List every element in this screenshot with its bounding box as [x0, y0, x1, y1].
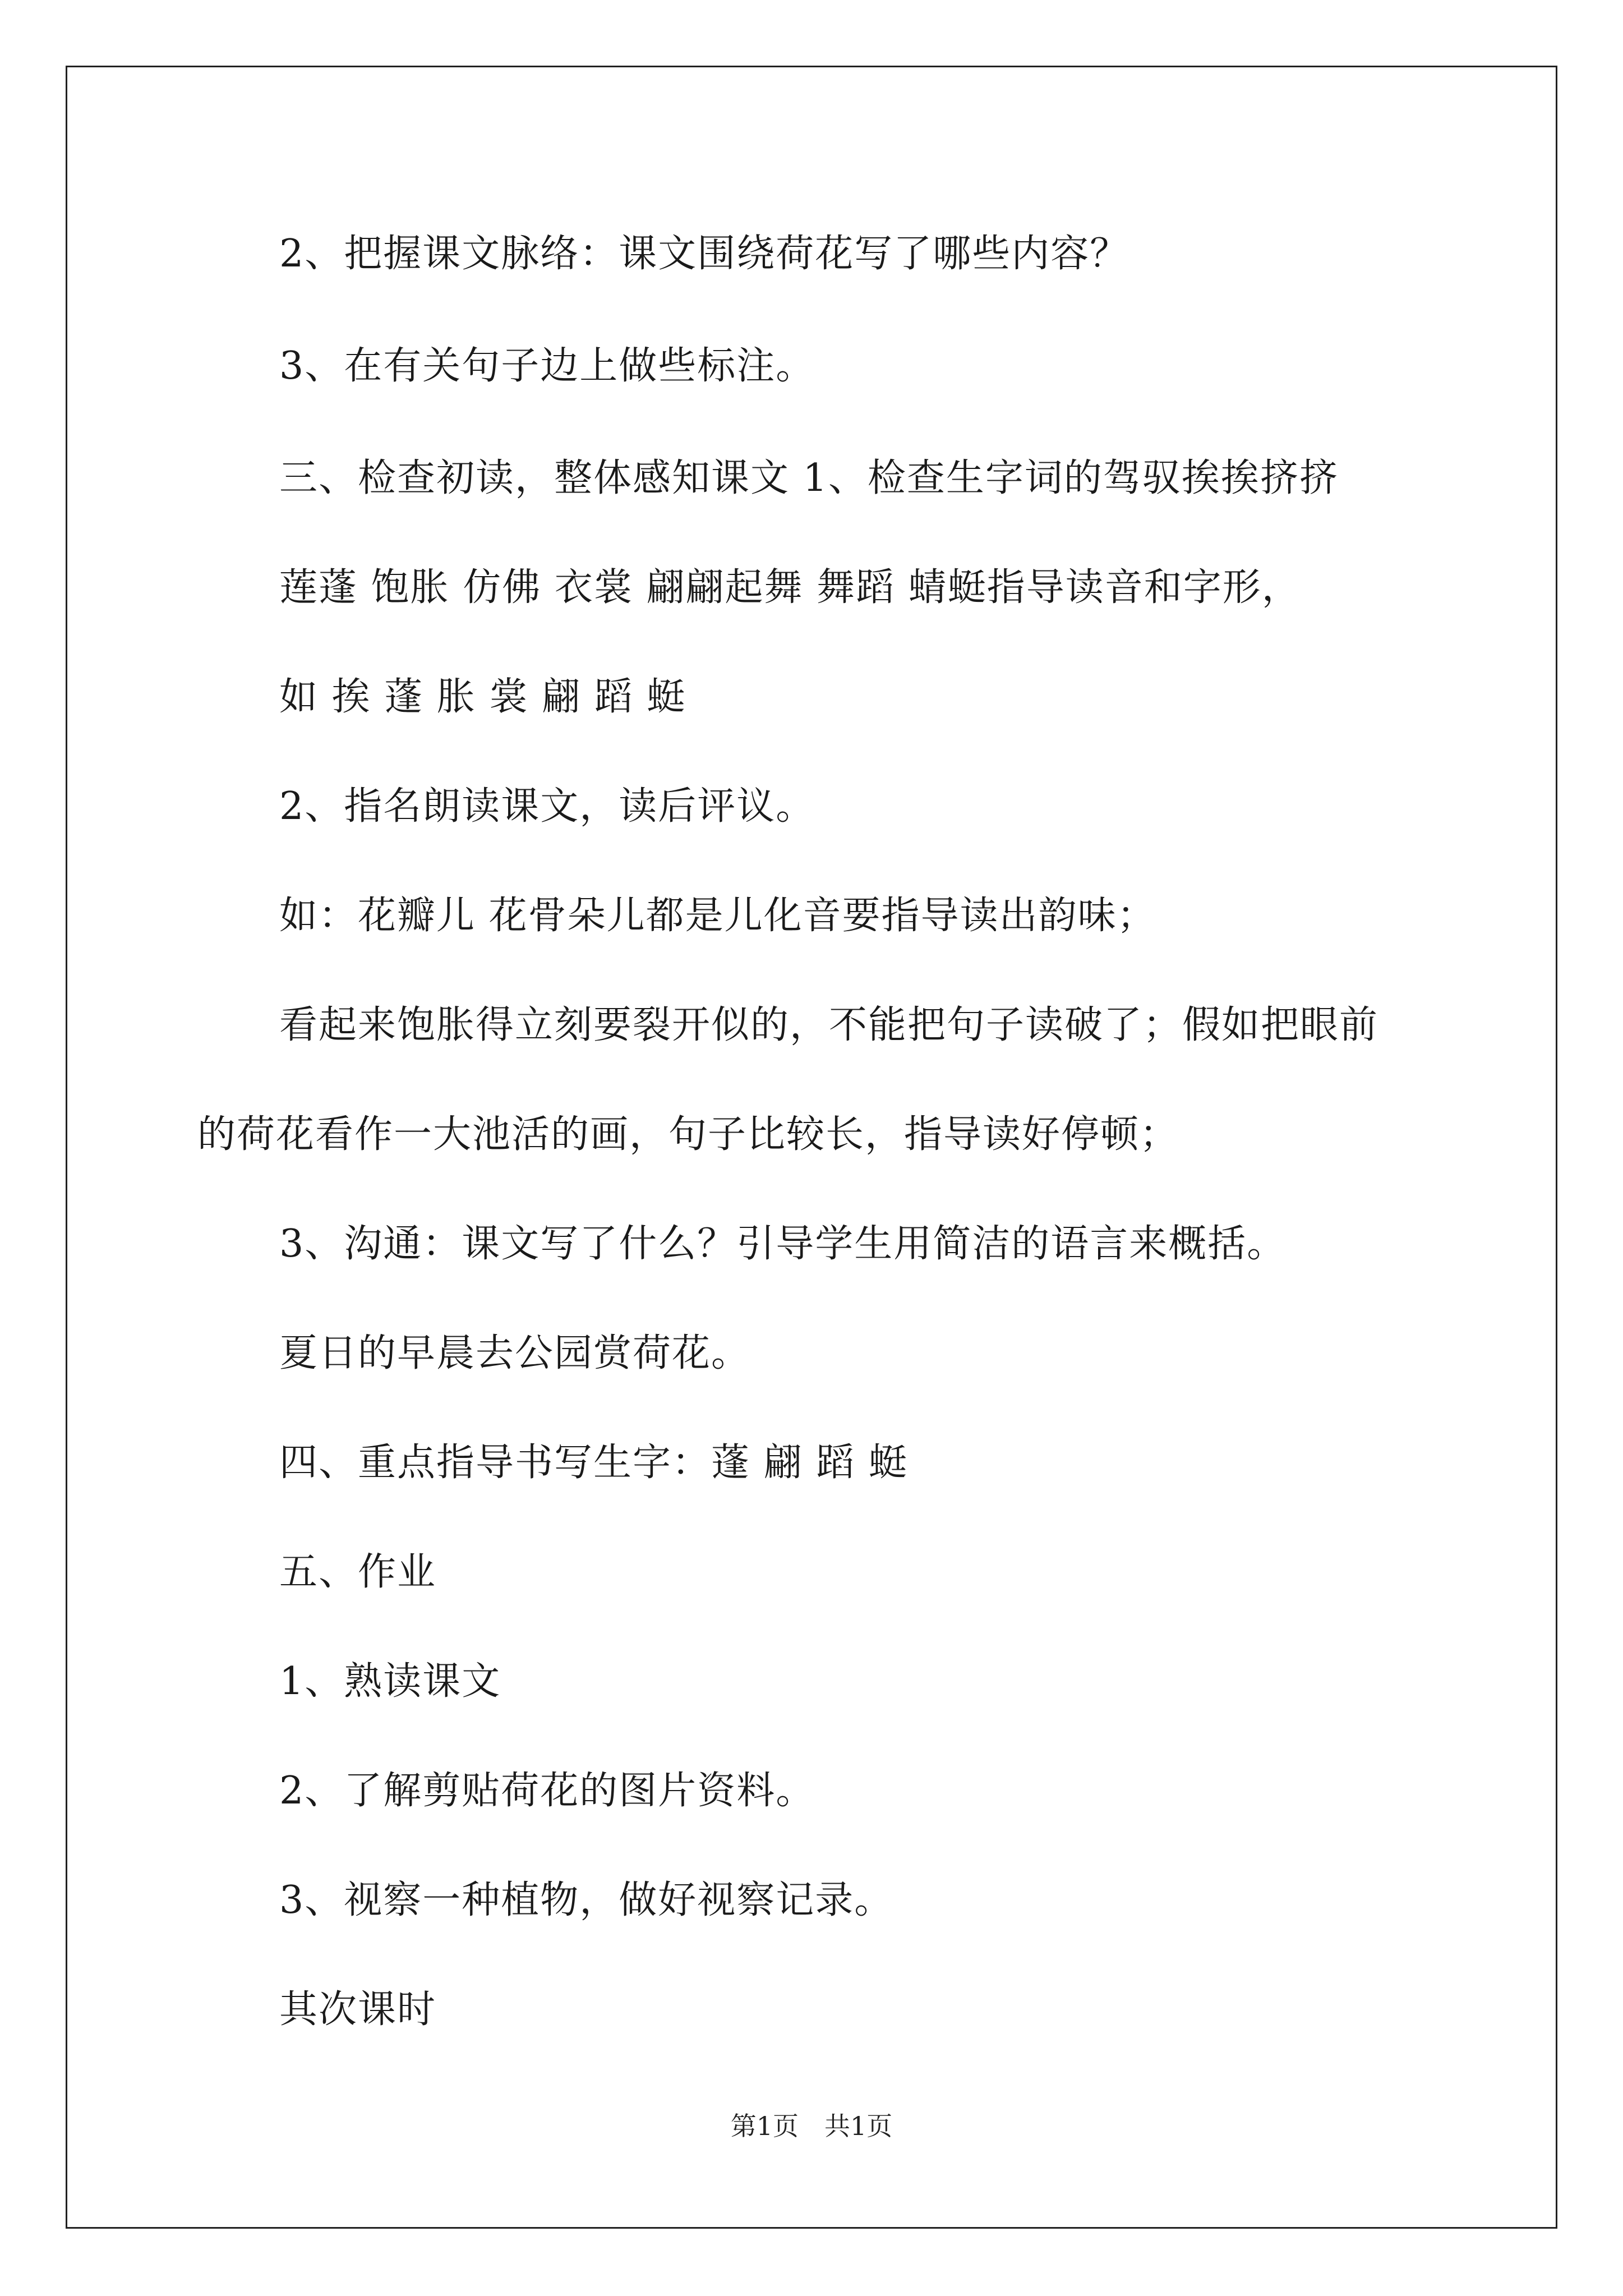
paragraph-text: 如：花瓣儿 花骨朵儿都是儿化音要指导读出韵味； — [279, 894, 1156, 938]
paragraph-text: 3、在有关句子边上做些标注。 — [279, 344, 815, 388]
paragraph-text: 莲蓬 饱胀 仿佛 衣裳 翩翩起舞 舞蹈 蜻蜓指导读音和字形， — [279, 565, 1301, 610]
paragraph-text: 看起来饱胀得立刻要裂开似的，不能把句子读破了；假如把眼前 — [279, 1003, 1379, 1047]
paragraph-text: 如 挨 蓬 胀 裳 翩 蹈 蜓 — [279, 675, 686, 719]
paragraph-text: 2、把握课文脉络：课文围绕荷花写了哪些内容？ — [279, 232, 1129, 276]
paragraph-text: 夏日的早晨去公园赏荷花。 — [279, 1331, 751, 1375]
paragraph-text: 三、检查初读，整体感知课文 1、检查生字词的驾驭挨挨挤挤 — [279, 456, 1339, 500]
page-number-footer: 第1页 共1页 — [730, 2111, 893, 2141]
paragraph-text: 2、了解剪贴荷花的图片资料。 — [279, 1769, 815, 1813]
paragraph-text: 四、重点指导书写生字：蓬 翩 蹈 蜓 — [279, 1441, 908, 1485]
paragraph-text: 其次课时 — [279, 1987, 437, 2032]
paragraph-text: 3、沟通：课文写了什么？引导学生用简洁的语言来概括。 — [279, 1222, 1287, 1266]
paragraph-text: 3、视察一种植物，做好视察记录。 — [279, 1878, 894, 1922]
paragraph-text: 1、熟读课文 — [279, 1659, 501, 1704]
paragraph-text: 五、作业 — [279, 1550, 437, 1594]
paragraph-text: 的荷花看作一大池活的画，句子比较长，指导读好停顿； — [197, 1112, 1179, 1157]
paragraph-text: 2、指名朗读课文，读后评议。 — [279, 784, 815, 829]
